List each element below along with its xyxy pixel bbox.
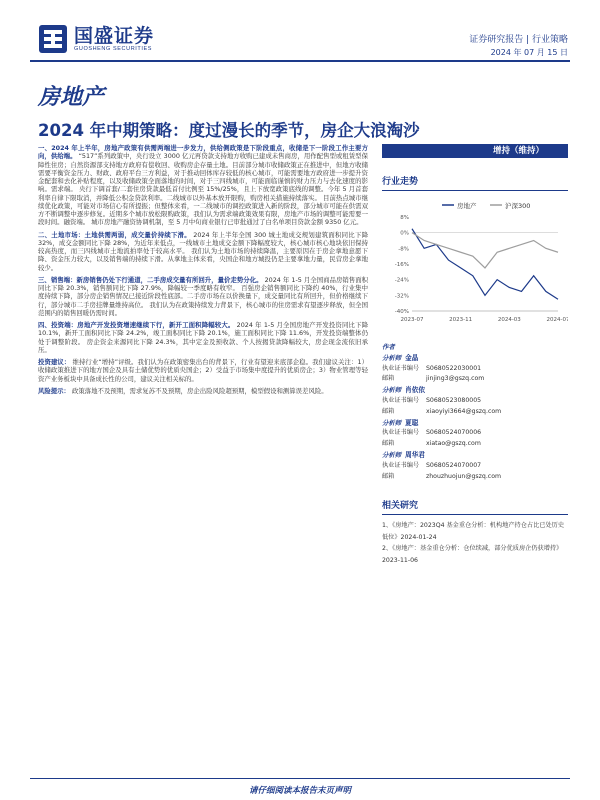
- body-section: [38, 276, 368, 317]
- trend-chart: [382, 193, 568, 333]
- sidebar: [382, 144, 568, 566]
- cert-label: 执业证书编号: [382, 461, 420, 469]
- analyst-block: [382, 450, 568, 482]
- related-heading: 相关研究: [382, 498, 568, 515]
- mail-label: 邮箱: [382, 472, 395, 480]
- email-link[interactable]: xiaoyiyi3664@gszq.com: [426, 407, 502, 415]
- analyst-name: 金晶: [405, 353, 419, 362]
- report-title: 2024 年中期策略：度过漫长的季节，房企大浪淘沙: [38, 121, 420, 140]
- body-text: 目前热点城市继续优化政策，可能对市场信心有所提振；但整体来看，一二线城市的调控政策进入新的阶段，部分城市可能在供需双方不断调整中逐步修复。近期多个城市放松限购政策，我们认为需求端政策效果有限，房地产市场的调整可能需要一段时间。融资端。: [38, 193, 369, 227]
- trend-chart-svg: [382, 193, 568, 333]
- x-tick-label: 2024-03: [497, 317, 521, 323]
- related-report[interactable]: 2、《房地产：基金重仓分析：仓位续减，部分优质房企仍获增持》2023-11-06: [382, 545, 563, 564]
- section-lead: 四、投资端：房地产开发投资增速继续下行，新开工面积降幅较大。: [38, 321, 235, 329]
- analyst-title: 分析师: [382, 450, 402, 459]
- body-section: [38, 358, 368, 383]
- analyst-name: 肖依依: [405, 386, 425, 395]
- cert-label: 执业证书编号: [382, 396, 420, 404]
- email-link[interactable]: jinjing3@gszq.com: [426, 375, 485, 383]
- rating-badge: 增持（维持）: [382, 144, 568, 158]
- section-lead: 二、土地市场：土地供需两弱，成交量价持续下滑。: [38, 230, 191, 239]
- doc-date: 2024 年 07 月 15 日: [490, 48, 568, 57]
- section-lead: 风险提示：: [38, 386, 70, 395]
- body-text: 2024 年 1-5 月全国房地产开发投资同比下降 10.1%，新开工面积同比下降 24.2%，竣工面积同比下降 20.1%，施工面积同比下降 11.6%，开发投资端整体仍处于调整阶段。: [38, 321, 369, 346]
- cert-number: S0680522030001: [426, 364, 482, 372]
- logo-icon: [38, 24, 68, 54]
- logo-en: GUOSHENG SECURITIES: [74, 46, 153, 52]
- body-text: 2024 年上半年全国 300 城土地成交规划建筑面积同比下降 32%，成交金额同比下降 28%，为近年来低点，一线城市土地成交金额下降幅度较大，核心城市核心地块依旧保持较高热度，而三四线城市土地流拍率处于较高水平。: [38, 230, 368, 255]
- footer-disclaimer: 请仔细阅读本报告末页声明: [248, 786, 351, 796]
- body-section: [38, 231, 368, 272]
- x-tick-label: 2023-11: [449, 317, 473, 323]
- body-text: 城市房地产融资协调机制，至 5 月中旬商业银行已审批通过了白名单项目贷款金额 9350 亿元。: [91, 218, 363, 227]
- analyst-block: [382, 418, 568, 450]
- cert-number: S0680523080005: [426, 396, 482, 404]
- body-section: [38, 321, 368, 354]
- cert-number: S0680524070006: [426, 429, 482, 437]
- y-tick-label: -32%: [394, 293, 409, 300]
- analyst-title: 分析师: [382, 353, 402, 362]
- analyst-role: 作者: [382, 343, 395, 351]
- cert-label: 执业证书编号: [382, 364, 420, 372]
- y-tick-label: -40%: [394, 309, 409, 315]
- series-line-real-estate: [412, 229, 558, 300]
- analyst-block: [382, 342, 568, 385]
- email-link[interactable]: zhouzhuojun@gszq.com: [426, 472, 502, 480]
- series-line-csi300: [412, 233, 558, 268]
- analyst-block: [382, 385, 568, 417]
- body-text: 房企资金来源同比下降 24.3%，其中定金及预收款、个人按揭贷款降幅较大，房企现金流依旧承压。: [38, 337, 368, 354]
- footer-divider: [30, 778, 570, 779]
- analyst-name: 周华君: [405, 450, 425, 459]
- y-tick-label: -16%: [394, 262, 409, 268]
- body-section: [38, 144, 368, 227]
- body-text: 百强房企销售额同比下降约 40%，行业集中度持续下降，部分房企销售情况已接近阶段性底部。二手房市场在以价换量下，成交量同比有所回升，但价格继续下行，部分城市二手房挂牌量维持高位。: [38, 284, 368, 309]
- body-text: “517”系列政策中，央行设立 3000 亿元再贷款支持地方收购已建成未售商房，用作配售型或租赁型保障性住房；自然资源部支持地方政府有偿收回、收购房企存量土地。目前部分城市收储政策正在推进中，但地方收储需要平衡资金压力、财政、政府平台三方利益，对于推动回体库存较低的核心城市，可能需要地方政府进一步提升资金配套和去化补贴程度，以及收储政策全面落地的时间，对于三四线城市，可能面临谨慎的财力压力与去化速度的影响。需求端。: [38, 152, 368, 194]
- header-divider: [30, 60, 570, 62]
- legend-label-b: 沪深300: [505, 202, 531, 210]
- main-body: [38, 144, 368, 399]
- analyst-list: [382, 342, 568, 482]
- body-text: 2024 年 1-5 月全国商品房销售面积同比下降 20.3%，销售额同比下降 27.9%，降幅较一季度略有收窄。: [38, 275, 369, 292]
- mail-label: 邮箱: [382, 440, 395, 448]
- x-tick-label: 2024-07: [546, 317, 568, 323]
- analyst-title: 分析师: [382, 418, 402, 427]
- email-link[interactable]: xiatao@gszq.com: [426, 440, 481, 448]
- legend-label-a: 房地产: [457, 202, 477, 210]
- y-tick-label: -24%: [394, 277, 409, 284]
- analyst-name: 夏聪: [405, 418, 419, 427]
- related-report[interactable]: 1、《房地产：2023Q4 基金重仓分析：机构地产持仓占比已处历史低位》2024-01-24: [382, 522, 565, 541]
- body-section: [38, 387, 368, 395]
- logo-cn: 国盛证券: [74, 25, 155, 47]
- y-tick-label: 8%: [400, 215, 409, 221]
- x-tick-label: 2023-07: [400, 317, 424, 323]
- mail-label: 邮箱: [382, 407, 395, 415]
- sector-title: 房地产: [38, 84, 105, 110]
- y-tick-label: -8%: [398, 246, 409, 253]
- body-text: 我们认为在政策持续发力背景下，核心城市的住房需求有望逐步释放，但全国范围内的销售回暖仍需时间。: [38, 300, 369, 317]
- section-lead: 三、销售端：新房销售仍处下行通道，二手房成交量有所回升，量价走势分化。: [38, 275, 263, 284]
- body-text: 央行下调首套/二套住房贷款最低首付比例至 15%/25%，且上下放宽政策底线的调整。今年 5 月首套利率自律下限取消，并降低公积金贷款利率。二线城市以外基本放开限购，购房相关措施持续落实。: [38, 185, 369, 202]
- doc-type: 证券研究报告 | 行业策略: [469, 35, 568, 45]
- report-header: [0, 0, 600, 68]
- section-lead: 一、2024 年上半年，房地产政策有供需两端进一步发力，供给侧政策是下阶段重点，收储是下一阶段工作主要方向，供给端。: [38, 144, 368, 161]
- body-text: 政策落地不及预期，需求复苏不及预期，房企出险风险超预期，模型假设和测算误差风险。: [72, 386, 328, 395]
- mail-label: 邮箱: [382, 375, 395, 383]
- section-lead: 投资建议：: [38, 358, 71, 366]
- body-text: 维持行业“增持”评级。我们认为在政策密集出台的背景下，行业有望迎来底部企稳。我们建议关注：1）收储政策推进下的地方国企及具有土储优势的优质央国企；2）受益于市场集中度提升的优质房企；3）物业管理等轻资产业务板块中具备成长性的公司，建议关注相关标的。: [38, 358, 369, 383]
- y-tick-label: 0%: [400, 230, 409, 237]
- body-text: 我们认为土地市场的持续降温，主要原因在于房企拿地意愿下降、资金压力较大，以及销售端的持续下滑。从拿地主体来看，央国企和地方城投仍是主要拿地力量，民营房企拿地较少。: [38, 247, 368, 272]
- company-logo: [38, 24, 154, 54]
- cert-number: S0680524070007: [426, 461, 482, 469]
- analyst-title: 分析师: [382, 386, 402, 395]
- cert-label: 执业证书编号: [382, 429, 420, 437]
- trend-heading: 行业走势: [382, 174, 568, 191]
